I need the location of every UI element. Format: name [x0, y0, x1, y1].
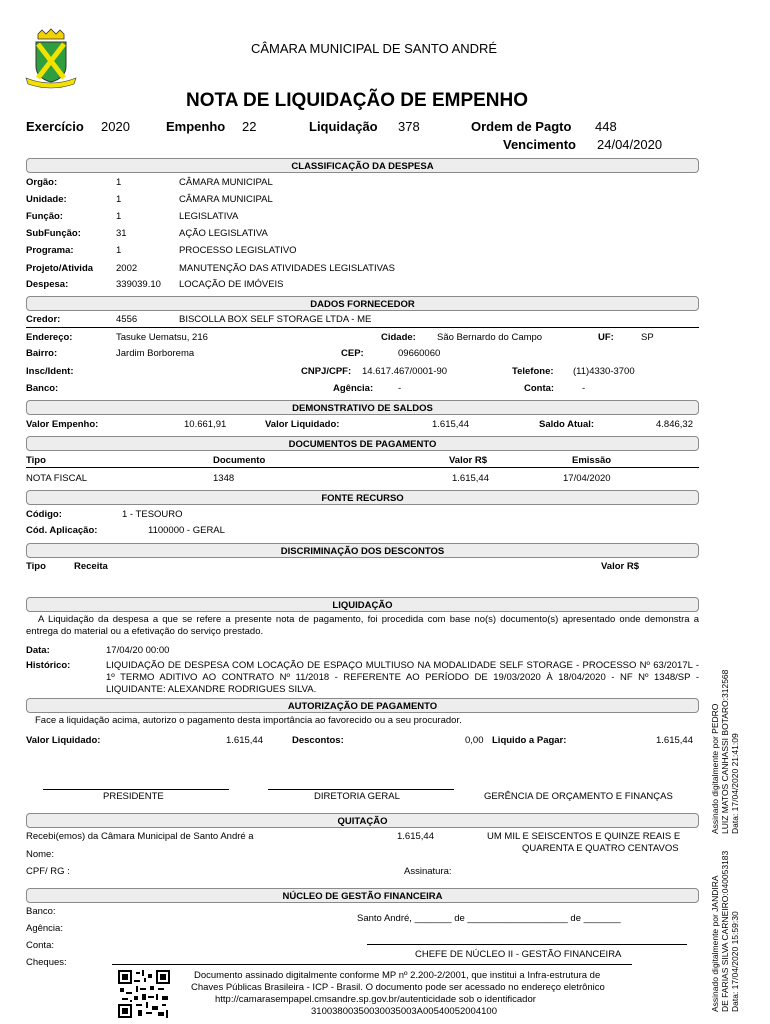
quitacao-valor: 1.615,44: [397, 831, 434, 842]
codigo-label: Código:: [26, 509, 62, 520]
telefone-label: Telefone:: [512, 366, 554, 377]
footer-line-1: Documento assinado digitalmente conforme MP nº 2.200-2/2001, que institui a Infra-estrutura de: [194, 970, 601, 981]
desc-col-tipo: Tipo: [26, 561, 46, 572]
subfuncao-desc: AÇÃO LEGISLATIVA: [179, 228, 268, 239]
despesa-code: 339039.10: [116, 279, 161, 290]
nucleo-conta-label: Conta:: [26, 940, 54, 951]
conta-label: Conta:: [524, 383, 555, 394]
aut-pagar-label: Liquido a Pagar:: [492, 735, 567, 746]
institution-name: CÂMARA MUNICIPAL DE SANTO ANDRÉ: [251, 41, 498, 56]
conta-value: -: [582, 383, 586, 394]
section-documentos-title: DOCUMENTOS DE PAGAMENTO: [26, 436, 699, 451]
subfuncao-label: SubFunção:: [26, 228, 81, 239]
bairro-label: Bairro:: [26, 348, 58, 359]
autorizacao-text: Face a liquidação acima, autorizo o pagamento desta importância ao favorecido ou a seu procurador.: [35, 715, 462, 726]
stamp2-line2: DE FARIAS SILVA CARNEIRO:040053183: [720, 850, 730, 1012]
funcao-label: Função:: [26, 211, 63, 222]
section-quitacao-title: QUITAÇÃO: [26, 813, 699, 828]
cidade-value: São Bernardo do Campo: [437, 332, 543, 343]
historico-label: Histórico:: [26, 660, 71, 671]
telefone-value: (11)4330-3700: [573, 366, 635, 377]
funcao-desc: LEGISLATIVA: [179, 211, 239, 222]
insc-ident-label: Insc/Ident:: [26, 366, 74, 377]
col-valor: Valor R$: [449, 455, 488, 466]
liquidacao-label: Liquidação: [309, 119, 378, 134]
sig-diretoria: DIRETORIA GERAL: [314, 791, 400, 802]
aut-liquidado-label: Valor Liquidado:: [26, 735, 101, 746]
historico-value: LIQUIDAÇÃO DE DESPESA COM LOCAÇÃO DE ESPAÇO MULTIUSO NA MODALIDADE SELF STORAGE - PROCESSO Nº 63/2017L - 1º TERMO ADITIVO AO CONTRATO Nº 11/2018 - REFERENTE AO PERÍODO DE 19/03/2020 À 18/04/2020 - NF Nº 1348/SP - LIQUIDANTE: ALEXANDRE RODRIGUES SILVA.: [106, 660, 699, 695]
document-title: NOTA DE LIQUIDAÇÃO DE EMPENHO: [186, 90, 529, 111]
agencia-label: Agência:: [333, 383, 374, 394]
footer-line-2: Chaves Públicas Brasileira - ICP - Brasil. O documento pode ser acessado no endereço eletrônico: [191, 982, 605, 993]
section-fonte-title: FONTE RECURSO: [26, 490, 699, 505]
qr-code-icon: [118, 970, 170, 1018]
doc-emissao: 17/04/2020: [563, 473, 611, 484]
nucleo-banco-label: Banco:: [26, 906, 56, 917]
cep-value: 09660060: [398, 348, 441, 359]
digital-signature-stamp-2: [710, 851, 740, 1012]
doc-valor: 1.615,44: [452, 473, 489, 484]
signature-line: [367, 944, 687, 945]
cpf-rg-label: CPF/ RG :: [26, 866, 70, 877]
programa-label: Programa:: [26, 245, 74, 256]
footer-line-3: http://camarasempapel.cmsandre.sp.gov.br/autenticidade sob o identificador: [215, 994, 536, 1005]
aut-pagar-value: 1.615,44: [656, 735, 693, 746]
projeto-label: Projeto/Ativida: [26, 263, 94, 274]
valor-empenho-label: Valor Empenho:: [26, 419, 99, 430]
bairro-value: Jardim Borborema: [116, 348, 195, 359]
col-documento: Documento: [213, 455, 266, 466]
stamp2-line1: Assinado digitalmente por JANDIRA: [710, 875, 720, 1012]
digital-signature-stamp-1: [710, 670, 740, 834]
nucleo-cheques-label: Cheques:: [26, 957, 67, 968]
credor-name: BISCOLLA BOX SELF STORAGE LTDA - ME: [179, 314, 372, 325]
doc-numero: 1348: [213, 473, 235, 484]
signature-line: [268, 789, 454, 790]
divider: [26, 467, 699, 468]
stamp1-line2: LUIZ MATOS CANHASSI BOTARO:312568: [720, 669, 730, 834]
aplicacao-value: 1100000 - GERAL: [148, 525, 225, 536]
quitacao-extenso-1: UM MIL E SEISCENTOS E QUINZE REAIS E: [487, 831, 681, 842]
uf-value: SP: [641, 332, 654, 343]
section-descontos-title: DISCRIMINAÇÃO DOS DESCONTOS: [26, 543, 699, 558]
saldo-atual-value: 4.846,32: [656, 419, 693, 430]
doc-tipo: NOTA FISCAL: [26, 473, 88, 484]
col-emissao: Emissão: [572, 455, 612, 466]
exercicio-label: Exercício: [26, 119, 84, 134]
agencia-value: -: [398, 383, 402, 394]
endereco-label: Endereço:: [26, 332, 73, 343]
saldo-atual-label: Saldo Atual:: [539, 419, 595, 430]
coat-of-arms-logo: [24, 28, 78, 92]
aut-liquidado-value: 1.615,44: [226, 735, 263, 746]
vencimento-value: 24/04/2020: [597, 137, 663, 152]
section-classificacao-title: CLASSIFICAÇÃO DA DESPESA: [26, 158, 699, 173]
orgao-code: 1: [116, 177, 122, 188]
signature-line: [43, 789, 229, 790]
cep-label: CEP:: [341, 348, 364, 359]
cnpj-label: CNPJ/CPF:: [301, 366, 352, 377]
empenho-label: Empenho: [166, 119, 226, 134]
col-tipo: Tipo: [26, 455, 46, 466]
local-data-line: Santo André, _______ de ___________________ de _______: [357, 913, 621, 924]
orgao-desc: CÂMARA MUNICIPAL: [179, 177, 273, 188]
unidade-desc: CÂMARA MUNICIPAL: [179, 194, 273, 205]
ordem-pagto-label: Ordem de Pagto: [471, 119, 572, 134]
desc-col-valor: Valor R$: [601, 561, 640, 572]
footer-rule: [112, 964, 632, 965]
exercicio-value: 2020: [101, 119, 130, 134]
chefe-nucleo: CHEFE DE NÚCLEO II - GESTÃO FINANCEIRA: [415, 949, 622, 960]
valor-liquidado-label: Valor Liquidado:: [265, 419, 340, 430]
codigo-value: 1 - TESOURO: [122, 509, 183, 520]
footer-identifier: 31003800350030035003A00540052004100: [311, 1006, 497, 1017]
unidade-label: Unidade:: [26, 194, 67, 205]
projeto-code: 2002: [116, 263, 138, 274]
sig-presidente: PRESIDENTE: [103, 791, 164, 802]
aplicacao-label: Cód. Aplicação:: [26, 525, 98, 536]
liquidacao-value: 378: [398, 119, 420, 134]
credor-code: 4556: [116, 314, 138, 325]
liquidacao-text: A Liquidação da despesa a que se refere a presente nota de pagamento, foi procedida com base no(s) documento(s) apresentado onde demonstra a entrega do material ou a efetivação do serviço prestado.: [26, 614, 699, 637]
stamp2-line3: Data: 17/04/2020 15:59:30: [730, 911, 740, 1012]
banco-label: Banco:: [26, 383, 59, 394]
quitacao-recebi: Recebi(emos) da Câmara Municipal de Santo André a: [26, 831, 254, 842]
section-autorizacao-title: AUTORIZAÇÃO DE PAGAMENTO: [26, 698, 699, 713]
funcao-code: 1: [116, 211, 122, 222]
despesa-desc: LOCAÇÃO DE IMÓVEIS: [179, 279, 284, 290]
aut-descontos-label: Descontos:: [292, 735, 344, 746]
section-nucleo-title: NÚCLEO DE GESTÃO FINANCEIRA: [26, 888, 699, 903]
section-saldos-title: DEMONSTRATIVO DE SALDOS: [26, 400, 699, 415]
empenho-value: 22: [242, 119, 257, 134]
data-label: Data:: [26, 645, 50, 656]
credor-label: Credor:: [26, 314, 61, 325]
valor-empenho-value: 10.661,91: [184, 419, 227, 430]
desc-col-receita: Receita: [74, 561, 108, 572]
cnpj-value: 14.617.467/0001-90: [362, 366, 448, 377]
section-liquidacao-title: LIQUIDAÇÃO: [26, 597, 699, 612]
stamp1-line1: Assinado digitalmente por PEDRO: [710, 703, 720, 834]
programa-code: 1: [116, 245, 122, 256]
nucleo-agencia-label: Agência:: [26, 923, 63, 934]
quitacao-extenso-2: QUARENTA E QUATRO CENTAVOS: [522, 843, 679, 854]
vencimento-label: Vencimento: [503, 137, 576, 152]
endereco-value: Tasuke Uematsu, 216: [116, 332, 208, 343]
data-value: 17/04/20 00:00: [106, 645, 170, 656]
ordem-pagto-value: 448: [595, 119, 617, 134]
section-fornecedor-title: DADOS FORNECEDOR: [26, 296, 699, 311]
orgao-label: Orgão:: [26, 177, 58, 188]
projeto-desc: MANUTENÇÃO DAS ATIVIDADES LEGISLATIVAS: [179, 263, 395, 274]
despesa-label: Despesa:: [26, 279, 69, 290]
divider: [26, 327, 699, 328]
programa-desc: PROCESSO LEGISLATIVO: [179, 245, 297, 256]
subfuncao-code: 31: [116, 228, 127, 239]
nome-label: Nome:: [26, 849, 54, 860]
assinatura-label: Assinatura:: [404, 866, 452, 877]
uf-label: UF:: [598, 332, 614, 343]
aut-descontos-value: 0,00: [465, 735, 484, 746]
unidade-code: 1: [116, 194, 122, 205]
valor-liquidado-value: 1.615,44: [432, 419, 469, 430]
sig-gerencia: GERÊNCIA DE ORÇAMENTO E FINANÇAS: [484, 791, 673, 802]
cidade-label: Cidade:: [381, 332, 416, 343]
stamp1-line3: Data: 17/04/2020 21:41:09: [730, 733, 740, 834]
